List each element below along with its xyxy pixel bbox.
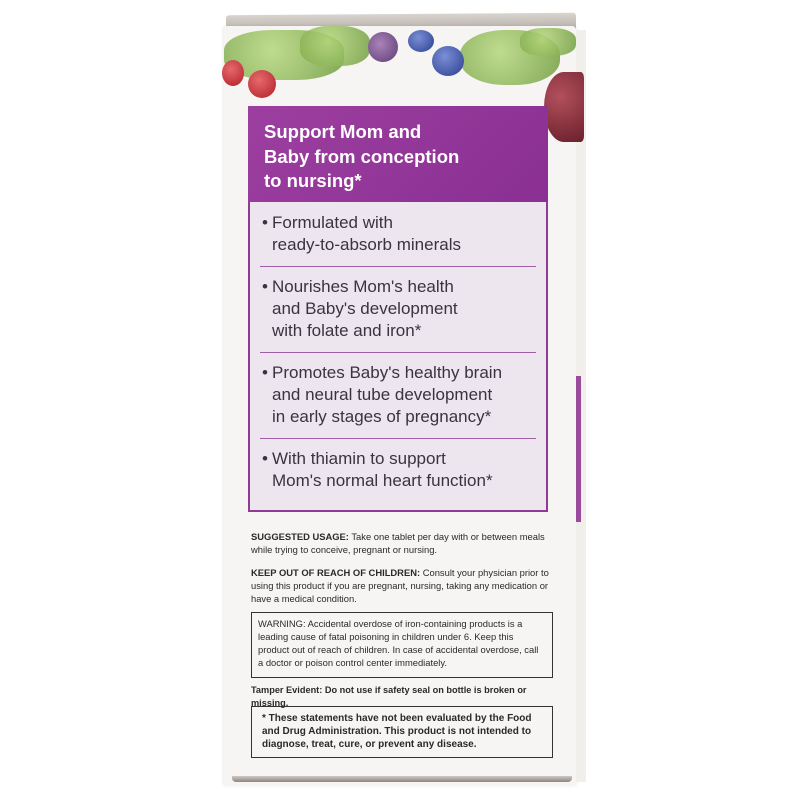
tamper-evident-notice: Tamper Evident: Do not use if safety seal on bottle is broken or missing.: [251, 685, 527, 708]
headline-line-1: Support Mom and: [264, 121, 422, 142]
keep-out-of-reach: [251, 566, 551, 605]
bullet-icon: •: [262, 277, 268, 296]
benefit-item: • Formulated with ready-to-absorb minerals: [262, 213, 461, 254]
benefit-item: • Nourishes Mom's health and Baby's development with folate and iron*: [250, 266, 546, 352]
headline-panel: [248, 106, 548, 202]
bullet-icon: •: [262, 213, 268, 232]
benefit-item: • Promotes Baby's healthy brain and neural tube development in early stages of pregnancy*: [250, 352, 546, 438]
iron-warning-box: WARNING: Accidental overdose of iron-containing products is a leading cause of fatal poisoning in children under 6. Keep this product out of reach of children. In case of accidental overdose, call a doctor or poison control center immediately.: [251, 612, 553, 678]
box-edge-purple-band: [576, 376, 581, 522]
bullet-icon: •: [262, 363, 268, 382]
headline-line-2: Baby from conception: [264, 145, 460, 167]
keep-out-text: Consult your physician prior to using this product if you are pregnant, nursing, taking any medication or have a medical condition.: [251, 567, 549, 604]
suggested-usage: [251, 530, 551, 556]
benefit-item: • With thiamin to support Mom's normal heart function*: [250, 438, 546, 502]
keep-out-label: KEEP OUT OF REACH OF CHILDREN:: [251, 567, 421, 578]
suggested-usage-text: Take one tablet per day with or between meals while trying to conceive, pregnant or nursing.: [251, 531, 545, 555]
box-bottom-edge: [232, 776, 572, 782]
fda-disclaimer-box: * These statements have not been evaluated by the Food and Drug Administration. This product is not intended to diagnose, treat, cure, or prevent any disease.: [251, 706, 553, 758]
headline-line-3: to nursing*: [264, 170, 362, 191]
benefits-list: [248, 202, 548, 512]
suggested-usage-label: SUGGESTED USAGE:: [251, 531, 349, 542]
bullet-icon: •: [262, 449, 268, 468]
